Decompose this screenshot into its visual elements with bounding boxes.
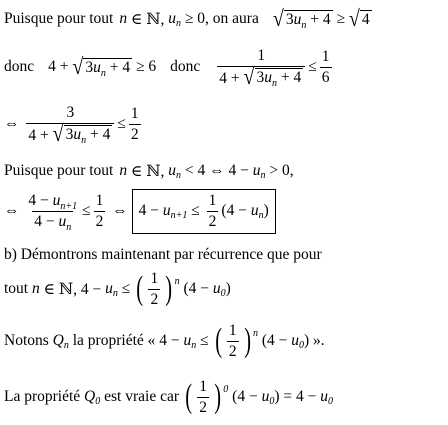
line-4: Puisque pour tout n ∈ ℕ, u n < 4 ⇔ 4 − u n > 0, (4, 162, 294, 181)
line-2: donc 4 + √ $3u_n + 4$ ≥ 6 donc 1 4 + √ $3u_n + 4$ ≤ $\frac{1}{6}$ (4, 46, 330, 90)
text-donc-2: donc (170, 58, 201, 75)
text-puisque-1: Puisque pour tout (4, 10, 114, 27)
math-frac-3: $\frac{4 - u_{n+1}}{4 - u_n}$ (28, 191, 78, 233)
text-demontrons: b) Démontrons maintenant par récurrence que pour (4, 246, 322, 263)
text-guillemet-close: ». (313, 332, 325, 349)
math-frac-1: 1 4 + √ $3u_n + 4$ (217, 47, 305, 88)
line-7: tout n ∈ ℕ, 4 − u n ≤ ( $\frac{1}{2}$ ) n (4 − u 0 ) (4, 269, 231, 308)
line-6 (4, 244, 322, 266)
math-n-in-N: n (119, 10, 128, 27)
math-sqrt-1: √ $3u_n + 4$ (272, 5, 331, 32)
boxed-result: 4 − u n+1 ≤ $\frac{1}{2}$ (4 − u n ) (132, 189, 276, 234)
text-la-propriete: La propriété (4, 388, 81, 405)
text-puisque-2: Puisque pour tout (4, 162, 114, 179)
line-3: ⇔ 3 4 + √ $3u_n + 4$ ≤ $\frac{1}{2}$ (4, 103, 139, 147)
text-on-aura: , on aura (205, 10, 259, 27)
line-5: ⇔ $\frac{4 - u_{n+1}}{4 - u_n}$ ≤ $\frac{1}{2}$ ⇔ 4 − u n+1 ≤ $\frac{1}{2}$ (4 − u n ) (4, 187, 276, 235)
line-9: La propriété Q 0 est vraie car ( $\frac{1}{2}$ ) 0 (4 − u 0 ) = 4 − u 0 (4, 377, 333, 416)
text-tout: tout (4, 280, 29, 297)
text-propriete: la propriété « (72, 332, 156, 349)
text-donc-1: donc (4, 58, 35, 75)
math-frac-2: 3 4 + √ $3u_n + 4$ (26, 104, 114, 145)
line-8: Notons Q n la propriété « 4 − u n ≤ ( $\frac{1}{2}$ ) n (4 − u 0 ) ». (4, 321, 325, 360)
text-notons: Notons (4, 332, 49, 349)
line-1: Puisque pour tout n ∈ ℕ, u n ≥ 0 , on aura √ $3u_n + 4$ ≥ √ 4 (4, 5, 370, 32)
text-est-vraie: est vraie car (104, 388, 179, 405)
